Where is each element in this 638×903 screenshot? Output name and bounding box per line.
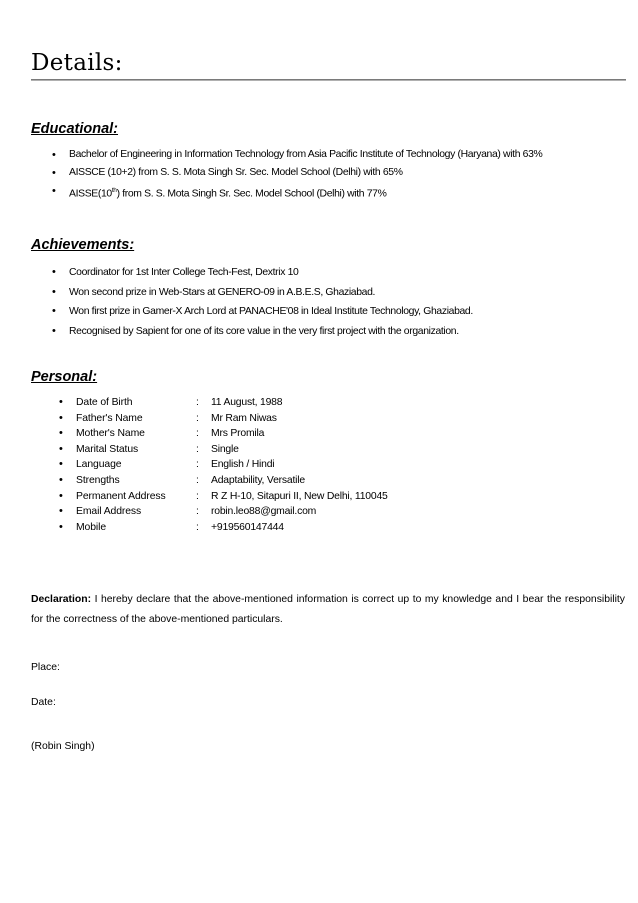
- date-label: Date:: [31, 697, 56, 708]
- bullet-icon: •: [59, 411, 63, 424]
- list-item: [52, 182, 542, 200]
- row-colon: :: [196, 521, 199, 533]
- row-value: robin.leo88@gmail.com: [211, 506, 317, 518]
- achievements-heading: Achievements:: [31, 237, 135, 253]
- list-item: [52, 283, 473, 303]
- bullet-icon: •: [59, 489, 63, 502]
- row-label: Language: [76, 459, 122, 471]
- row-value: +919560147444: [211, 521, 284, 533]
- place-label: Place:: [31, 662, 60, 673]
- row-value: English / Hindi: [211, 459, 275, 471]
- educational-list: [52, 146, 542, 200]
- list-item-text: AISSE(10: [69, 188, 112, 200]
- personal-heading: Personal:: [31, 369, 98, 385]
- row-colon: :: [196, 506, 199, 518]
- bullet-icon: •: [59, 520, 63, 533]
- bullet-icon: •: [59, 458, 63, 471]
- row-colon: :: [196, 397, 199, 408]
- bullet-icon: •: [59, 396, 63, 408]
- list-item-text: Won second prize in Web-Stars at GENERO-09 in A.B.E.S, Ghaziabad.: [69, 286, 376, 298]
- row-label: Mother's Name: [76, 428, 145, 440]
- title-divider: [31, 79, 626, 81]
- declaration-label: Declaration:: [31, 594, 92, 605]
- list-item: [52, 146, 542, 164]
- educational-heading: Educational:: [31, 121, 119, 137]
- list-item: [52, 164, 542, 182]
- bullet-icon: •: [59, 505, 63, 518]
- row-colon: :: [196, 443, 199, 455]
- list-item-text: Recognised by Sapient for one of its core value in the very first project with the organization.: [69, 325, 459, 337]
- row-label: Mobile: [76, 521, 107, 533]
- list-item-text: ) from S. S. Mota Singh Sr. Sec. Model School (Delhi) with 77%: [116, 188, 387, 200]
- page-title: Details:: [31, 50, 123, 76]
- row-label: Father's Name: [76, 412, 143, 424]
- row-colon: :: [196, 490, 199, 502]
- row-value: R Z H-10, Sitapuri II, New Delhi, 110045: [211, 490, 388, 502]
- bullet-icon: •: [59, 473, 63, 486]
- row-value: Mr Ram Niwas: [211, 412, 277, 424]
- row-colon: :: [196, 412, 199, 424]
- superscript-th: th: [111, 187, 117, 194]
- row-value: Adaptability, Versatile: [211, 474, 305, 486]
- row-label: Email Address: [76, 506, 142, 518]
- declaration-paragraph: [31, 590, 625, 630]
- signature-name: (Robin Singh): [31, 741, 95, 752]
- row-label: Date of Birth: [76, 397, 133, 408]
- bullet-icon: •: [59, 427, 63, 440]
- list-item-text: Coordinator for 1st Inter College Tech-Fest, Dextrix 10: [69, 267, 299, 278]
- row-value: Mrs Promila: [211, 428, 265, 440]
- row-colon: :: [196, 459, 199, 471]
- list-item: [52, 302, 473, 322]
- row-colon: :: [196, 474, 199, 486]
- list-item-text: Bachelor of Engineering in Information Technology from Asia Pacific Institute of Technology (Haryana) with 63%: [69, 149, 543, 160]
- achievements-list: [52, 263, 473, 341]
- bullet-icon: •: [59, 442, 63, 455]
- list-item-text: Won first prize in Gamer-X Arch Lord at PANACHE'08 in Ideal Institute Technology, Ghaziabad.: [69, 306, 473, 317]
- row-colon: :: [196, 428, 199, 440]
- row-value: Single: [211, 443, 239, 455]
- list-item: [52, 263, 473, 283]
- row-label: Permanent Address: [76, 490, 166, 502]
- row-label: Marital Status: [76, 443, 139, 455]
- list-item-text: AISSCE (10+2) from S. S. Mota Singh Sr. Sec. Model School (Delhi) with 65%: [69, 167, 403, 178]
- row-value: 11 August, 1988: [211, 397, 283, 408]
- declaration-text: I hereby declare that the above-mentioned information is correct up to my knowledge and I bear the responsibility for the correctness of the above-mentioned particulars.: [31, 594, 625, 625]
- row-label: Strengths: [76, 474, 120, 486]
- list-item: [52, 322, 473, 342]
